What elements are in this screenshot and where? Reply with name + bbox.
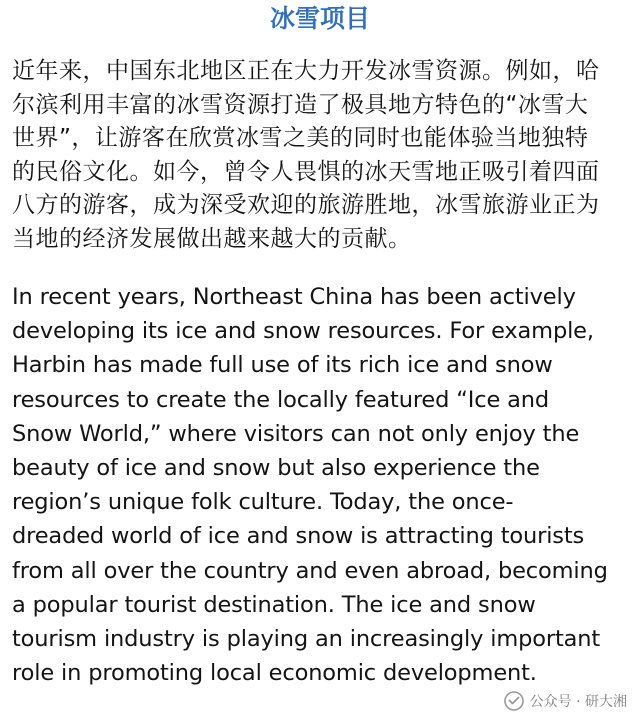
english-line: beauty of ice and snow but also experience the [12,454,540,481]
english-line: Harbin has made full use of its rich ice and snow [12,352,553,379]
chinese-line: 当地的经济发展做出越来越大的贡献。 [12,225,412,252]
english-line: developing its ice and snow resources. For example, [12,318,594,345]
english-line: resources to create the locally featured “Ice and [12,386,550,413]
chinese-line: 的民俗文化。如今，曾令人畏惧的冰天雪地正吸引着四面 [12,158,600,185]
wechat-official-account-icon [504,691,524,711]
chinese-line: 尔滨利用丰富的冰雪资源打造了极具地方特色的“冰雪大 [12,91,589,118]
chinese-line: 世界”，让游客在欣赏冰雪之美的同时也能体验当地独特 [12,125,589,151]
english-line: dreaded world of ice and snow is attracting tourists [12,523,585,550]
english-paragraph [12,280,636,690]
english-line: tourism industry is playing an increasingly important [12,625,601,652]
english-line: a popular tourist destination. The ice and snow [12,591,536,618]
chinese-paragraph [12,55,630,256]
english-line: Snow World,” where visitors can not only enjoy the [12,420,580,447]
english-line: In recent years, Northeast China has been actively [12,284,576,310]
watermark [501,690,630,712]
watermark-text: 公众号 · 研大湘 [529,694,627,710]
english-line: role in promoting local economic development. [12,660,537,687]
english-line: from all over the country and even abroad, becoming [12,557,608,584]
english-line: region’s unique folk culture. Today, the once- [12,489,514,516]
chinese-line: 八方的游客，成为深受欢迎的旅游胜地，冰雪旅游业正为 [12,192,600,218]
chinese-line: 近年来，中国东北地区正在大力开发冰雪资源。例如，哈 [12,58,600,84]
page-title: 冰雪项目 [269,4,370,33]
